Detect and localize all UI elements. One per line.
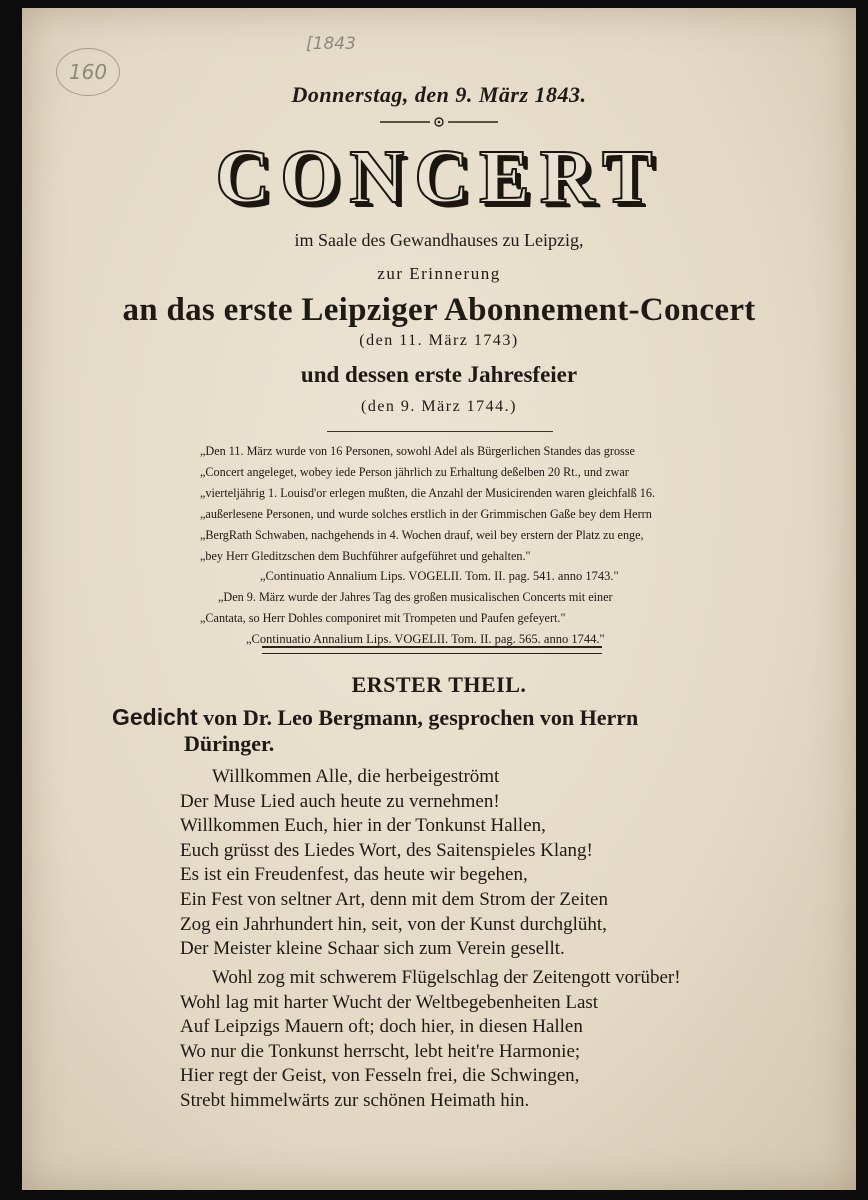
- divider-rule: [327, 431, 553, 432]
- quote-line: „Concert angeleget, wobey iede Person jährlich zu Erhaltung deßelben 20 Rt., und zwar: [200, 465, 629, 479]
- concert-date: Donnerstag, den 9. März 1843.: [291, 82, 587, 107]
- subheadline: und dessen erste Jahresfeier: [300, 362, 578, 387]
- poem-line: Auf Leipzigs Mauern oft; doch hier, in diesen Hallen: [180, 1016, 583, 1038]
- poem-line: Wohl zog mit schwerem Flügelschlag der Zeitengott vorüber!: [212, 967, 681, 988]
- poem-line: Euch grüsst des Liedes Wort, des Saitenspieles Klang!: [180, 839, 593, 861]
- poem-line: Strebt himmelwärts zur schönen Heimath hin.: [180, 1089, 530, 1111]
- poem-line: Es ist ein Freudenfest, das heute wir begehen,: [180, 864, 528, 886]
- quote-line: „bey Herr Gleditzschen dem Buchführer aufgeführet und gehalten.": [200, 549, 531, 563]
- part-heading: ERSTER THEIL.: [351, 672, 527, 697]
- concert-program-sheet: [22, 8, 856, 1190]
- poem-heading-word: Gedicht: [112, 704, 198, 730]
- pencil-year-note: [1843: [306, 34, 356, 54]
- quote-line: „BergRath Schwaben, nachgehends in 4. Wochen drauf, weil bey erstern der Platz zu enge,: [200, 528, 644, 542]
- poem-line: Wo nur die Tonkunst herrscht, lebt heit're Harmonie;: [180, 1040, 581, 1062]
- concert-title: CONCERT: [215, 135, 663, 219]
- poem-line: Der Muse Lied auch heute zu vernehmen!: [180, 790, 500, 812]
- poem-line: Der Meister kleine Schaar sich zum Verein gesellt.: [180, 938, 565, 960]
- poem-line: Wohl lag mit harter Wucht der Weltbegebenheiten Last: [180, 991, 599, 1013]
- remembrance-line: zur Erinnerung: [377, 264, 501, 283]
- poem-line: Hier regt der Geist, von Fesseln frei, die Schwingen,: [180, 1065, 580, 1087]
- poem-stanza-1: [180, 765, 608, 962]
- headline: an das erste Leipziger Abonnement-Concert: [122, 292, 756, 328]
- poem-line: Willkommen Euch, hier in der Tonkunst Hallen,: [180, 815, 546, 837]
- ornament-divider: [22, 114, 856, 133]
- citation: „Continuatio Annalium Lips. VOGELII. Tom. II. pag. 541. anno 1743.": [260, 569, 619, 583]
- double-rule: [262, 646, 602, 654]
- poem-heading: [112, 704, 752, 757]
- venue-line: im Saale des Gewandhauses zu Leipzig,: [294, 230, 584, 250]
- quote-line: „vierteljährig 1. Louisd'or erlegen mußten, die Anzahl der Musicirenden waren gleichfalß 16.: [200, 486, 656, 500]
- poem-line: Willkommen Alle, die herbeigeströmt: [212, 766, 500, 787]
- poem-heading-speaker: Düringer.: [184, 731, 275, 756]
- poem-stanza-2: [180, 966, 681, 1114]
- pencil-catalog-number: 160: [56, 48, 120, 96]
- quote-line: „Den 9. März wurde der Jahres Tag des großen musicalischen Concerts mit einer: [218, 590, 613, 604]
- quote-line: „Den 11. März wurde von 16 Personen, sowohl Adel als Bürgerlichen Standes das grosse: [200, 444, 635, 458]
- quote-line: „Cantata, so Herr Dohles componiret mit Trompeten und Paufen gefeyert.": [200, 611, 566, 625]
- subheadline-date: (den 9. März 1744.): [360, 398, 517, 415]
- poem-line: Ein Fest von seltner Art, denn mit dem Strom der Zeiten: [180, 888, 608, 910]
- poem-heading-rest: von Dr. Leo Bergmann, gesprochen von Herrn: [197, 705, 639, 730]
- citation: „Continuatio Annalium Lips. VOGELII. Tom. II. pag. 565. anno 1744.": [246, 632, 605, 646]
- poem-line: Zog ein Jahrhundert hin, seit, von der Kunst durchglüht,: [180, 913, 607, 935]
- quote-line: „außerlesene Personen, und wurde solches erstlich in der Grimmischen Gaße bey dem Herrn: [200, 507, 652, 521]
- headline-date: (den 11. März 1743): [359, 332, 519, 349]
